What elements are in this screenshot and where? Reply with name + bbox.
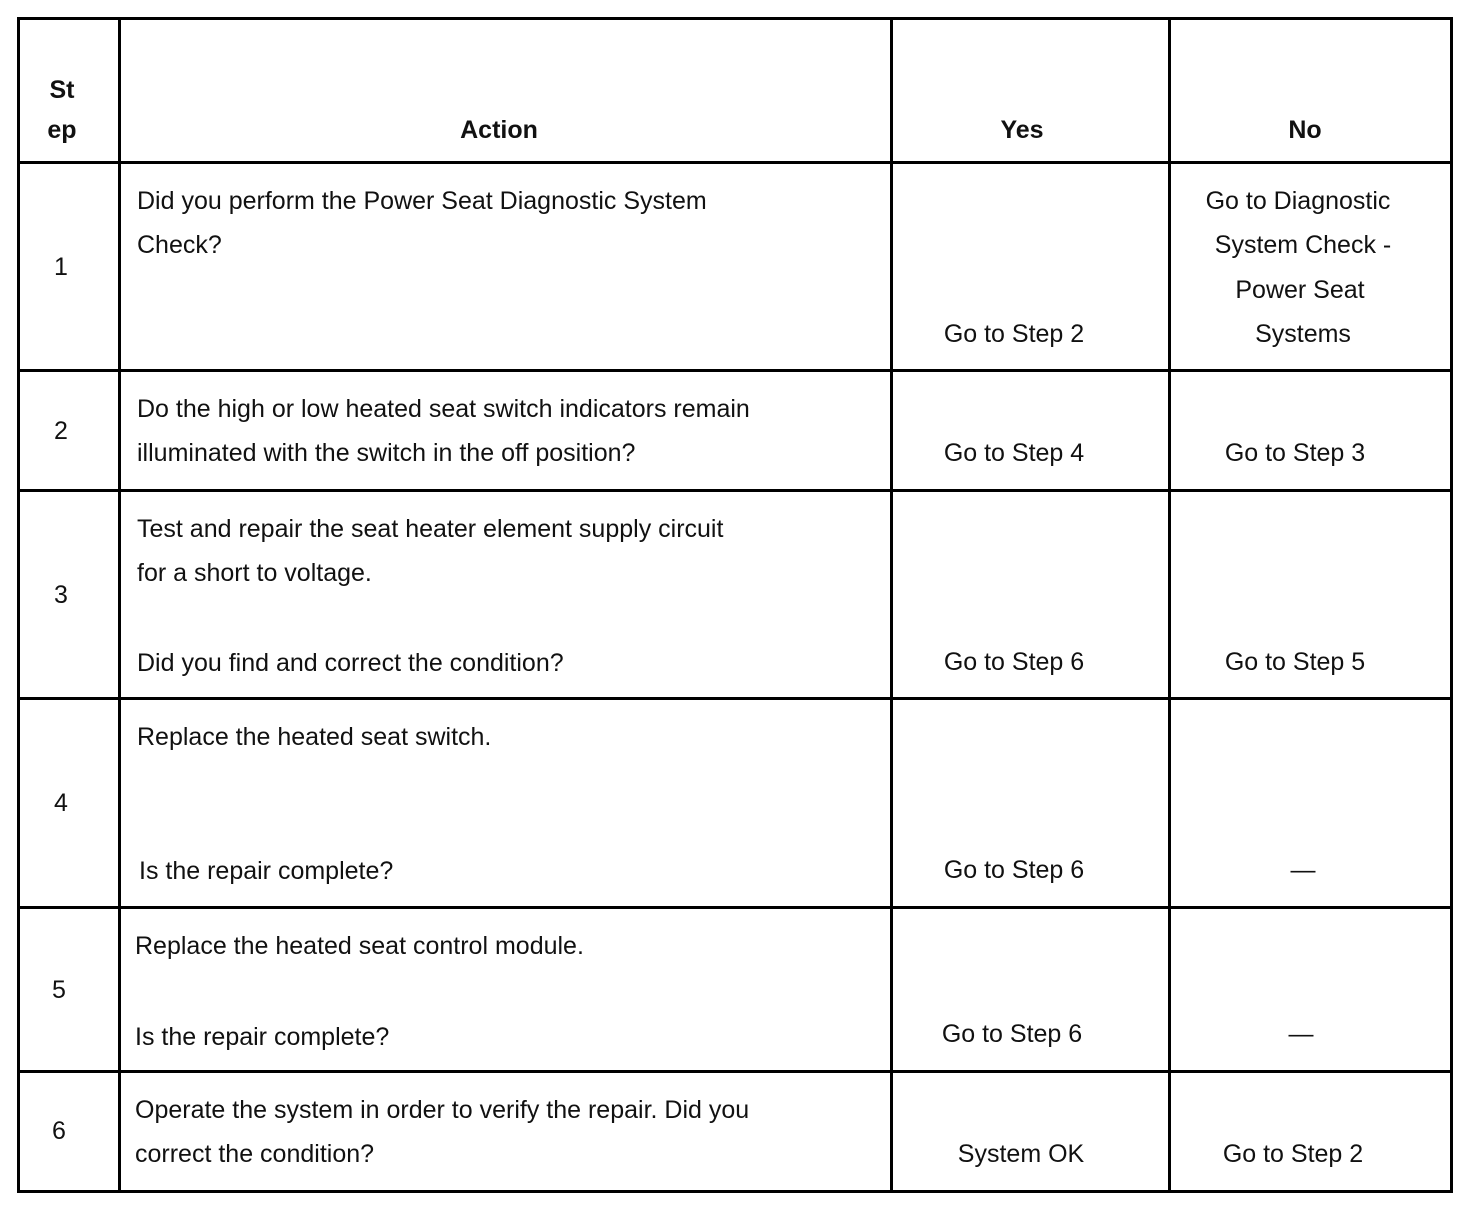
no-cell: System Check -: [1214, 231, 1392, 259]
row-divider: [17, 369, 1453, 372]
action-text: Is the repair complete?: [135, 1023, 390, 1051]
step-number: 5: [52, 976, 66, 1004]
no-cell: Go to Step 5: [1224, 648, 1366, 676]
no-cell: Go to Step 3: [1224, 439, 1366, 467]
yes-cell: Go to Step 6: [943, 856, 1085, 884]
yes-cell: Go to Step 6: [943, 648, 1085, 676]
header-step-line2: ep: [47, 116, 77, 144]
step-number: 2: [54, 417, 68, 445]
no-cell: —: [1290, 856, 1316, 884]
action-text: Do the high or low heated seat switch indicators remain: [137, 395, 750, 423]
no-cell: Go to Step 2: [1222, 1140, 1364, 1168]
step-number: 1: [54, 253, 68, 281]
action-text: Test and repair the seat heater element supply circuit: [137, 515, 724, 543]
action-text: illuminated with the switch in the off position?: [137, 439, 636, 467]
yes-cell: Go to Step 2: [943, 320, 1085, 348]
step-number: 6: [52, 1117, 66, 1145]
action-text: Replace the heated seat switch.: [137, 723, 492, 751]
column-divider: [890, 17, 893, 1193]
row-divider: [17, 697, 1453, 700]
no-cell: —: [1288, 1020, 1314, 1048]
header-step-line1: St: [49, 76, 75, 104]
row-divider: [17, 1070, 1453, 1073]
yes-cell: Go to Step 6: [941, 1020, 1083, 1048]
row-divider: [17, 906, 1453, 909]
column-divider: [1168, 17, 1171, 1193]
header-no: No: [1288, 116, 1322, 144]
action-text: Operate the system in order to verify the repair. Did you: [135, 1096, 750, 1124]
action-text: for a short to voltage.: [137, 559, 372, 587]
action-text: Did you perform the Power Seat Diagnostic System: [137, 187, 707, 215]
action-text: Did you find and correct the condition?: [137, 649, 564, 677]
yes-cell: System OK: [957, 1140, 1085, 1168]
action-text: correct the condition?: [135, 1140, 375, 1168]
action-text: Replace the heated seat control module.: [135, 932, 584, 960]
column-divider: [118, 17, 121, 1193]
action-text: Is the repair complete?: [139, 857, 394, 885]
header-yes: Yes: [1000, 116, 1044, 144]
no-cell: Power Seat: [1235, 276, 1365, 304]
row-divider: [17, 489, 1453, 492]
no-cell: Go to Diagnostic: [1205, 187, 1391, 215]
yes-cell: Go to Step 4: [943, 439, 1085, 467]
action-text: Check?: [137, 231, 222, 259]
step-number: 3: [54, 581, 68, 609]
row-divider: [17, 161, 1453, 164]
step-number: 4: [54, 789, 68, 817]
header-action: Action: [460, 116, 538, 144]
no-cell: Systems: [1255, 320, 1351, 348]
